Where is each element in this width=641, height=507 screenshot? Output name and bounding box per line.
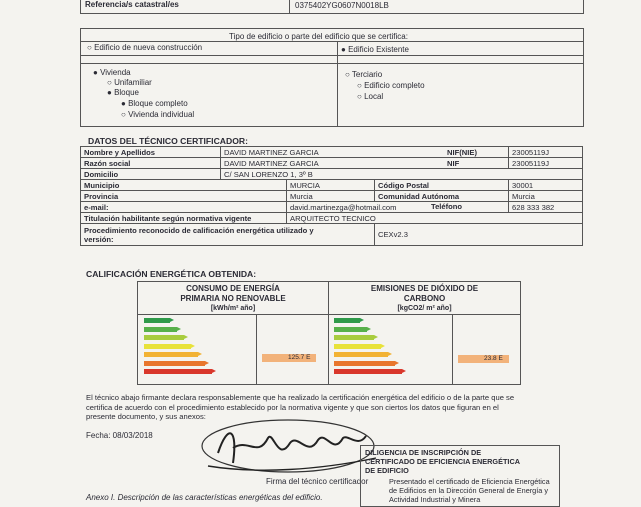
cadastral-row (80, 0, 584, 14)
email-value: david.martinezga@hotmail.com Teléfono (287, 202, 509, 213)
scale-bar (334, 361, 395, 366)
qualification-label: Titulación habilitante según normativa vigente (81, 213, 287, 224)
option-bloque: ● Bloque (107, 88, 139, 97)
scale-bar (334, 327, 367, 332)
emissions-scale (334, 318, 444, 380)
region-label: Comunidad Autónoma (375, 191, 509, 202)
technician-table (80, 146, 583, 246)
option-vivienda: ● Vivienda (93, 68, 131, 77)
procedure-value: CEXv2.3 (375, 224, 583, 246)
scale-arrow (374, 335, 378, 339)
name-value: DAVID MARTINEZ GARCIA (221, 147, 509, 158)
procedure-label: Procedimiento reconocido de calificación energética utilizado y versión: (81, 224, 375, 246)
registration-box (360, 445, 560, 507)
scale-arrow (177, 327, 181, 331)
consumption-value-badge: 125.7 E (262, 354, 316, 362)
scale-bar (334, 335, 374, 340)
option-bloque-completo: ● Bloque completo (121, 99, 188, 108)
scale-arrow (402, 369, 406, 373)
scale-bar (144, 344, 191, 349)
cadastral-label: Referencia/s catastral/es (85, 0, 179, 9)
registration-text: Presentado el certificado de Eficiencia Energética de Edificios en la Dirección General de Energía y Actividad Industrial y Minera (389, 477, 550, 504)
email-label: e-mail: (81, 202, 287, 213)
address-value: C/ SAN LORENZO 1, 3º B (221, 169, 583, 180)
scale-bar (144, 369, 212, 374)
province-value: Murcia (287, 191, 375, 202)
technician-heading: DATOS DEL TÉCNICO CERTIFICADOR: (88, 136, 248, 146)
annex-text: Anexo I. Descripción de las características energéticas del edificio. (86, 493, 323, 502)
scale-arrow (360, 318, 364, 322)
scale-bar (144, 361, 205, 366)
scale-bar (334, 352, 388, 357)
nif-value: NIF 23005119J (509, 158, 583, 169)
cadastral-value: 0375402YG0607N0018LB (295, 1, 389, 10)
scale-arrow (381, 344, 385, 348)
company-value: DAVID MARTINEZ GARCIA (221, 158, 509, 169)
postal-label: Código Postal (375, 180, 509, 191)
scale-bar (144, 352, 198, 357)
option-new-construction: ○ Edificio de nueva construcción (87, 43, 203, 52)
scale-arrow (198, 352, 202, 356)
option-unifamiliar: ○ Unifamiliar (107, 78, 152, 87)
rating-heading: CALIFICACIÓN ENERGÉTICA OBTENIDA: (86, 269, 257, 279)
qualification-value: ARQUITECTO TECNICO (287, 213, 583, 224)
address-label: Domicilio (81, 169, 221, 180)
option-terciario: ○ Terciario (345, 70, 383, 79)
scale-bar (144, 318, 170, 323)
region-value: Murcia (509, 191, 583, 202)
signature-label: Firma del técnico certificador (266, 477, 369, 486)
declaration-date: Fecha: 08/03/2018 (86, 431, 153, 440)
scale-bar (144, 335, 184, 340)
option-edificio-completo: ○ Edificio completo (357, 81, 425, 90)
phone-value: 628 333 382 (509, 202, 583, 213)
building-type-box (80, 28, 584, 127)
province-label: Provincia (81, 191, 287, 202)
postal-value: 30001 (509, 180, 583, 191)
scale-arrow (367, 327, 371, 331)
scale-arrow (184, 335, 188, 339)
scale-bar (334, 318, 360, 323)
building-type-heading: Tipo de edificio o parte del edificio que se certifica: (229, 32, 408, 41)
nifnie-value: NIF(NIE) 23005119J (509, 147, 583, 158)
municipality-value: MURCIA (287, 180, 375, 191)
scale-bar (334, 344, 381, 349)
option-vivienda-individual: ○ Vivienda individual (121, 110, 195, 119)
scale-bar (334, 369, 402, 374)
scale-arrow (388, 352, 392, 356)
rating-box (137, 281, 521, 385)
registration-title: DILIGENCIA DE INSCRIPCIÓN DE CERTIFICADO DE EFICIENCIA ENERGÉTICA DE EDIFICIO (365, 448, 520, 475)
scale-arrow (395, 361, 399, 365)
declaration-text: El técnico abajo firmante declara responsablemente que ha realizado la certificación energética del edificio o de la parte que se certifica de acuerdo con el procedimiento establecido por la normativa vigente y que son ciertos los datos que figuran en el presente documento, y sus anexos: (86, 393, 515, 421)
consumption-scale (144, 318, 254, 380)
municipality-label: Municipio (81, 180, 287, 191)
option-local: ○ Local (357, 92, 384, 101)
emissions-title: EMISIONES DE DIÓXIDO DE CARBONO [kgCO2/ m² año] (370, 284, 479, 312)
consumption-title: CONSUMO DE ENERGÍA PRIMARIA NO RENOVABLE [kWh/m² año] (180, 284, 286, 312)
scale-arrow (212, 369, 216, 373)
scale-arrow (191, 344, 195, 348)
scale-bar (144, 327, 177, 332)
scale-arrow (170, 318, 174, 322)
option-existing: ● Edificio Existente (341, 45, 409, 54)
name-label: Nombre y Apellidos (81, 147, 221, 158)
company-label: Razón social (81, 158, 221, 169)
scale-arrow (205, 361, 209, 365)
emissions-value-badge: 23.8 E (458, 355, 509, 363)
